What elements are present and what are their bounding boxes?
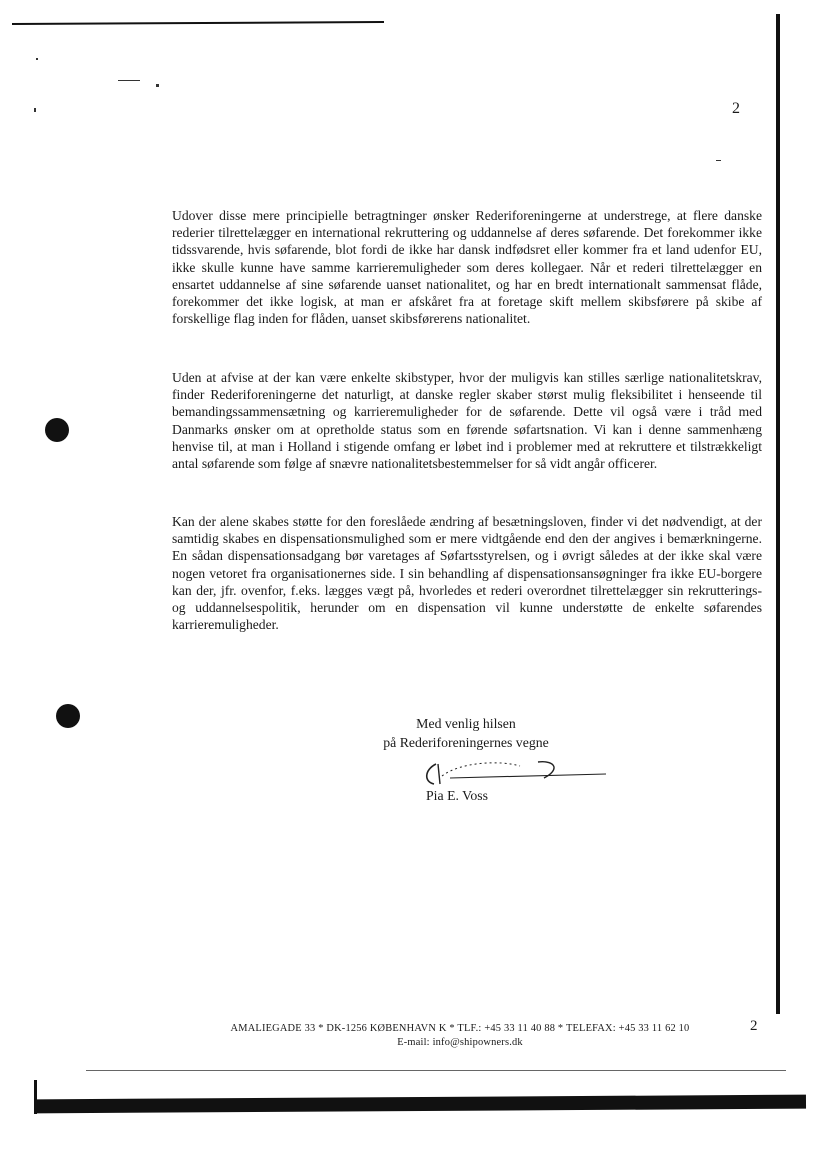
page-number: 2 — [732, 100, 740, 117]
scan-speck — [118, 80, 140, 81]
footer-email: E-mail: info@shipowners.dk — [397, 1037, 523, 1048]
left-edge-bar — [34, 1080, 37, 1114]
handwritten-signature — [420, 756, 610, 790]
scan-speck — [156, 84, 159, 87]
bottom-edge-bar — [36, 1095, 806, 1114]
punch-hole-upper — [45, 418, 69, 442]
paragraph-1: Udover disse mere principielle betragtninger ønsker Rederiforeningerne at understrege, at flere danske rederier tilrettelægger en international rekruttering og uddannelse af deres søfarende. Det forekommer ikke tidssvarende, hvis søfarende, blot fordi de ikke har dansk indfødsret eller kommer fra et land udenfor EU, ikke skulle kunne have samme karrieremuligheder som deres kollegaer. Når et rederi tilrettelægger en ensartet uddannelse af sine søfarende uanset nationalitet, og har en bredt internationalt sammensat flåde, forekommer det ikke logisk, at man er afskåret fra at foretage skift mellem skibsførere på skibe af forskellige flag inden for flåden, uanset skibsførerens nationalitet. — [172, 208, 762, 327]
top-rule — [12, 21, 384, 25]
punch-hole-lower — [56, 704, 80, 728]
scan-speck — [36, 58, 38, 60]
footer-address: AMALIEGADE 33 * DK-1256 KØBENHAVN K * TLF.: +45 33 11 40 88 * TELEFAX: +45 33 11 62 10 — [230, 1023, 690, 1034]
scan-speck — [34, 108, 36, 112]
paragraph-3: Kan der alene skabes støtte for den foreslåede ændring af besætningsloven, finder vi det nødvendigt, at der samtidig skabes en dispensationsmulighed som er mere vidtgående end den der angives i bemærkningerne. En sådan dispensationsadgang bør varetages af Søfartsstyrelsen, og i øvrigt således at der ikke skal være nogen vetoret fra organisationernes side. I sin behandling af dispensationsansøgninger fra ikke EU-borgere kan der, jfr. ovenfor, f.eks. lægges vægt på, hvorledes et rederi overordnet tilrettelægger sin rekrutterings- og uddannelsespolitik, herunder om en dispensation vil kunne understøtte de enkelte søfarendes karrieremuligheder. — [172, 514, 762, 633]
signer-name: Pia E. Voss — [426, 788, 488, 803]
footer-rule — [86, 1070, 786, 1071]
closing-greeting: Med venlig hilsen — [416, 716, 516, 731]
right-edge-bar — [776, 14, 780, 1014]
paragraph-2: Uden at afvise at der kan være enkelte skibstyper, hvor der muligvis kan stilles særlige nationalitetskrav, finder Rederiforeningerne det naturligt, at danske regler skaber størst mulig fleksibilitet i henseende til bemandingssammensætning og karrieremuligheder for de søfarende. Dette vil også være i tråd med Danmarks ønsker om at opretholde status som en førende søfartsnation. Vi kan i denne sammenhæng henvise til, at man i Holland i stigende omfang er løbet ind i problemer med at rekruttere et tilstrækkeligt antal søfarende som følge af snævre nationalitetsbestemmelser for så vidt angår officerer. — [172, 370, 762, 472]
closing-on-behalf: på Rederiforeningernes vegne — [383, 735, 549, 750]
footer-page-number: 2 — [750, 1018, 758, 1034]
scan-speck — [716, 160, 721, 161]
